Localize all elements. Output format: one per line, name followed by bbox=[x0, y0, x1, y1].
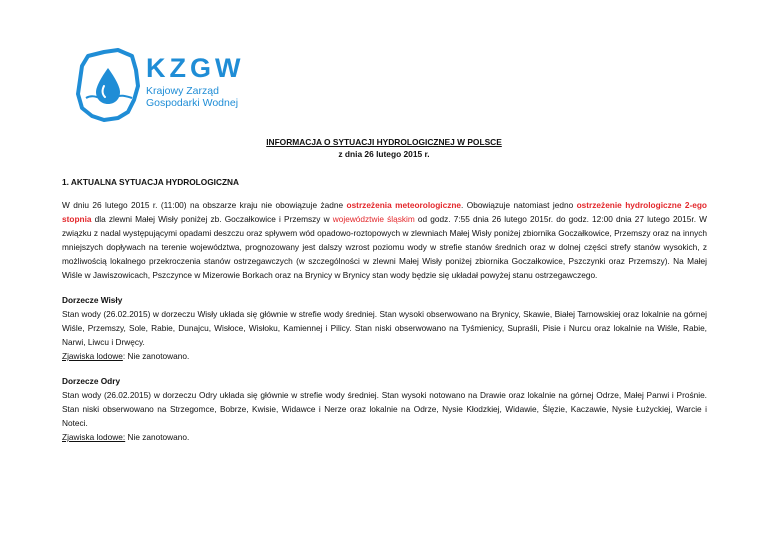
text-run: . Obowiązuje natomiast jedno bbox=[461, 200, 577, 210]
text-run: dla zlewni Małej Wisły poniżej zb. Goczałkowice i Przemszy w bbox=[91, 214, 333, 224]
voivodeship-highlight: województwie śląskim bbox=[332, 214, 415, 224]
section-1-paragraph bbox=[62, 198, 707, 282]
ice-label: Zjawiska lodowe bbox=[62, 351, 123, 361]
odra-ice-line bbox=[62, 430, 707, 444]
odra-basin-text: Stan wody (26.02.2015) w dorzeczu Odry układa się głównie w strefie wody średniej. Stan wysoki notowano na Drawie oraz lokalnie na górnej Odrze, Małej Panwi i Prośnie. Stan niski obserwowano na Strzegomce, Bobrze, Kwisie, Widawce i Nerze oraz lokalnie na Odrze, Nysie Kłodzkiej, Widawie, Ślęzie, Kaczawie, Nysie Łużyckiej, Warcie i Noteci. bbox=[62, 390, 707, 428]
meteo-warning-highlight: ostrzeżenia meteorologiczne bbox=[346, 200, 462, 210]
hydro-warning-highlight: ostrzeżenie hydrologiczne 2-ego stopnia bbox=[62, 200, 707, 224]
section-1-title: 1. AKTUALNA SYTUACJA HYDROLOGICZNA bbox=[62, 177, 240, 187]
odra-basin-title: Dorzecze Odry bbox=[62, 376, 121, 386]
document-title: INFORMACJA O SYTUACJI HYDROLOGICZNEJ W POLSCE bbox=[266, 137, 502, 147]
logo-acronym: KZGW bbox=[146, 53, 245, 83]
document-date: z dnia 26 lutego 2015 r. bbox=[338, 149, 430, 159]
document-body bbox=[62, 175, 707, 455]
logo-name-line-2: Gospodarki Wodnej bbox=[146, 97, 239, 109]
wisla-basin-block bbox=[62, 293, 707, 363]
wisla-ice-line bbox=[62, 349, 707, 363]
ice-value: : Nie zanotowano. bbox=[122, 351, 190, 361]
text-run: od godz. 7:55 dnia 26 lutego 2015r. do godz. 12:00 dnia 27 lutego 2015r. W związku z nadal występującymi opadami deszczu oraz spływem wód opadowo-roztopowych w zlewniach Małej Wisły poniżej zbiornika Goczałkowice, Przemszy oraz na innych mniejszych dopływach na terenie województwa, prognozowany jest dalszy wzrost poziomu wody w strefie stanów średnich oraz w dolnej części strefy stanów wysokich, z możliwością lokalnego przekroczenia stanów ostrzegawczych (w szczególności w zlewni Małej Wisły poniżej zbiornika Goczałkowice, Pszczynki oraz Przemszy). Na Małej Wiśle w Jawiszowicach, Pszczynce w Mizerowie Borkach oraz na Brynicy w Brynicy stan wody będzie się układał powyżej stanu ostrzegawczego. bbox=[62, 214, 707, 280]
kzgw-logo bbox=[74, 46, 244, 126]
odra-basin-block bbox=[62, 374, 707, 444]
logo-name-line-1: Krajowy Zarząd bbox=[146, 85, 219, 97]
poland-map-drop-icon bbox=[74, 46, 142, 124]
ice-value: Nie zanotowano. bbox=[125, 432, 190, 442]
ice-label: Zjawiska lodowe: bbox=[62, 432, 126, 442]
wisla-basin-text: Stan wody (26.02.2015) w dorzeczu Wisły układa się głównie w strefie wody średniej. Stan wysoki obserwowano na Brynicy, Skawie, Białej Tarnowskiej oraz lokalnie na górnej Wiśle, Przemszy, Sole, Rabie, Dunajcu, Wisłoce, Wisłoku, Kamiennej i Pilicy. Stan niski obserwowano na Tyśmienicy, Supraśli, Pisie i Nurcu oraz lokalnie na Wiśle, Rabie, Narwi, Liwcu i Drwęcy. bbox=[62, 309, 707, 347]
wisla-basin-title: Dorzecze Wisły bbox=[62, 295, 123, 305]
text-run: W dniu 26 lutego 2015 r. (11:00) na obszarze kraju nie obowiązuje żadne bbox=[62, 200, 347, 210]
